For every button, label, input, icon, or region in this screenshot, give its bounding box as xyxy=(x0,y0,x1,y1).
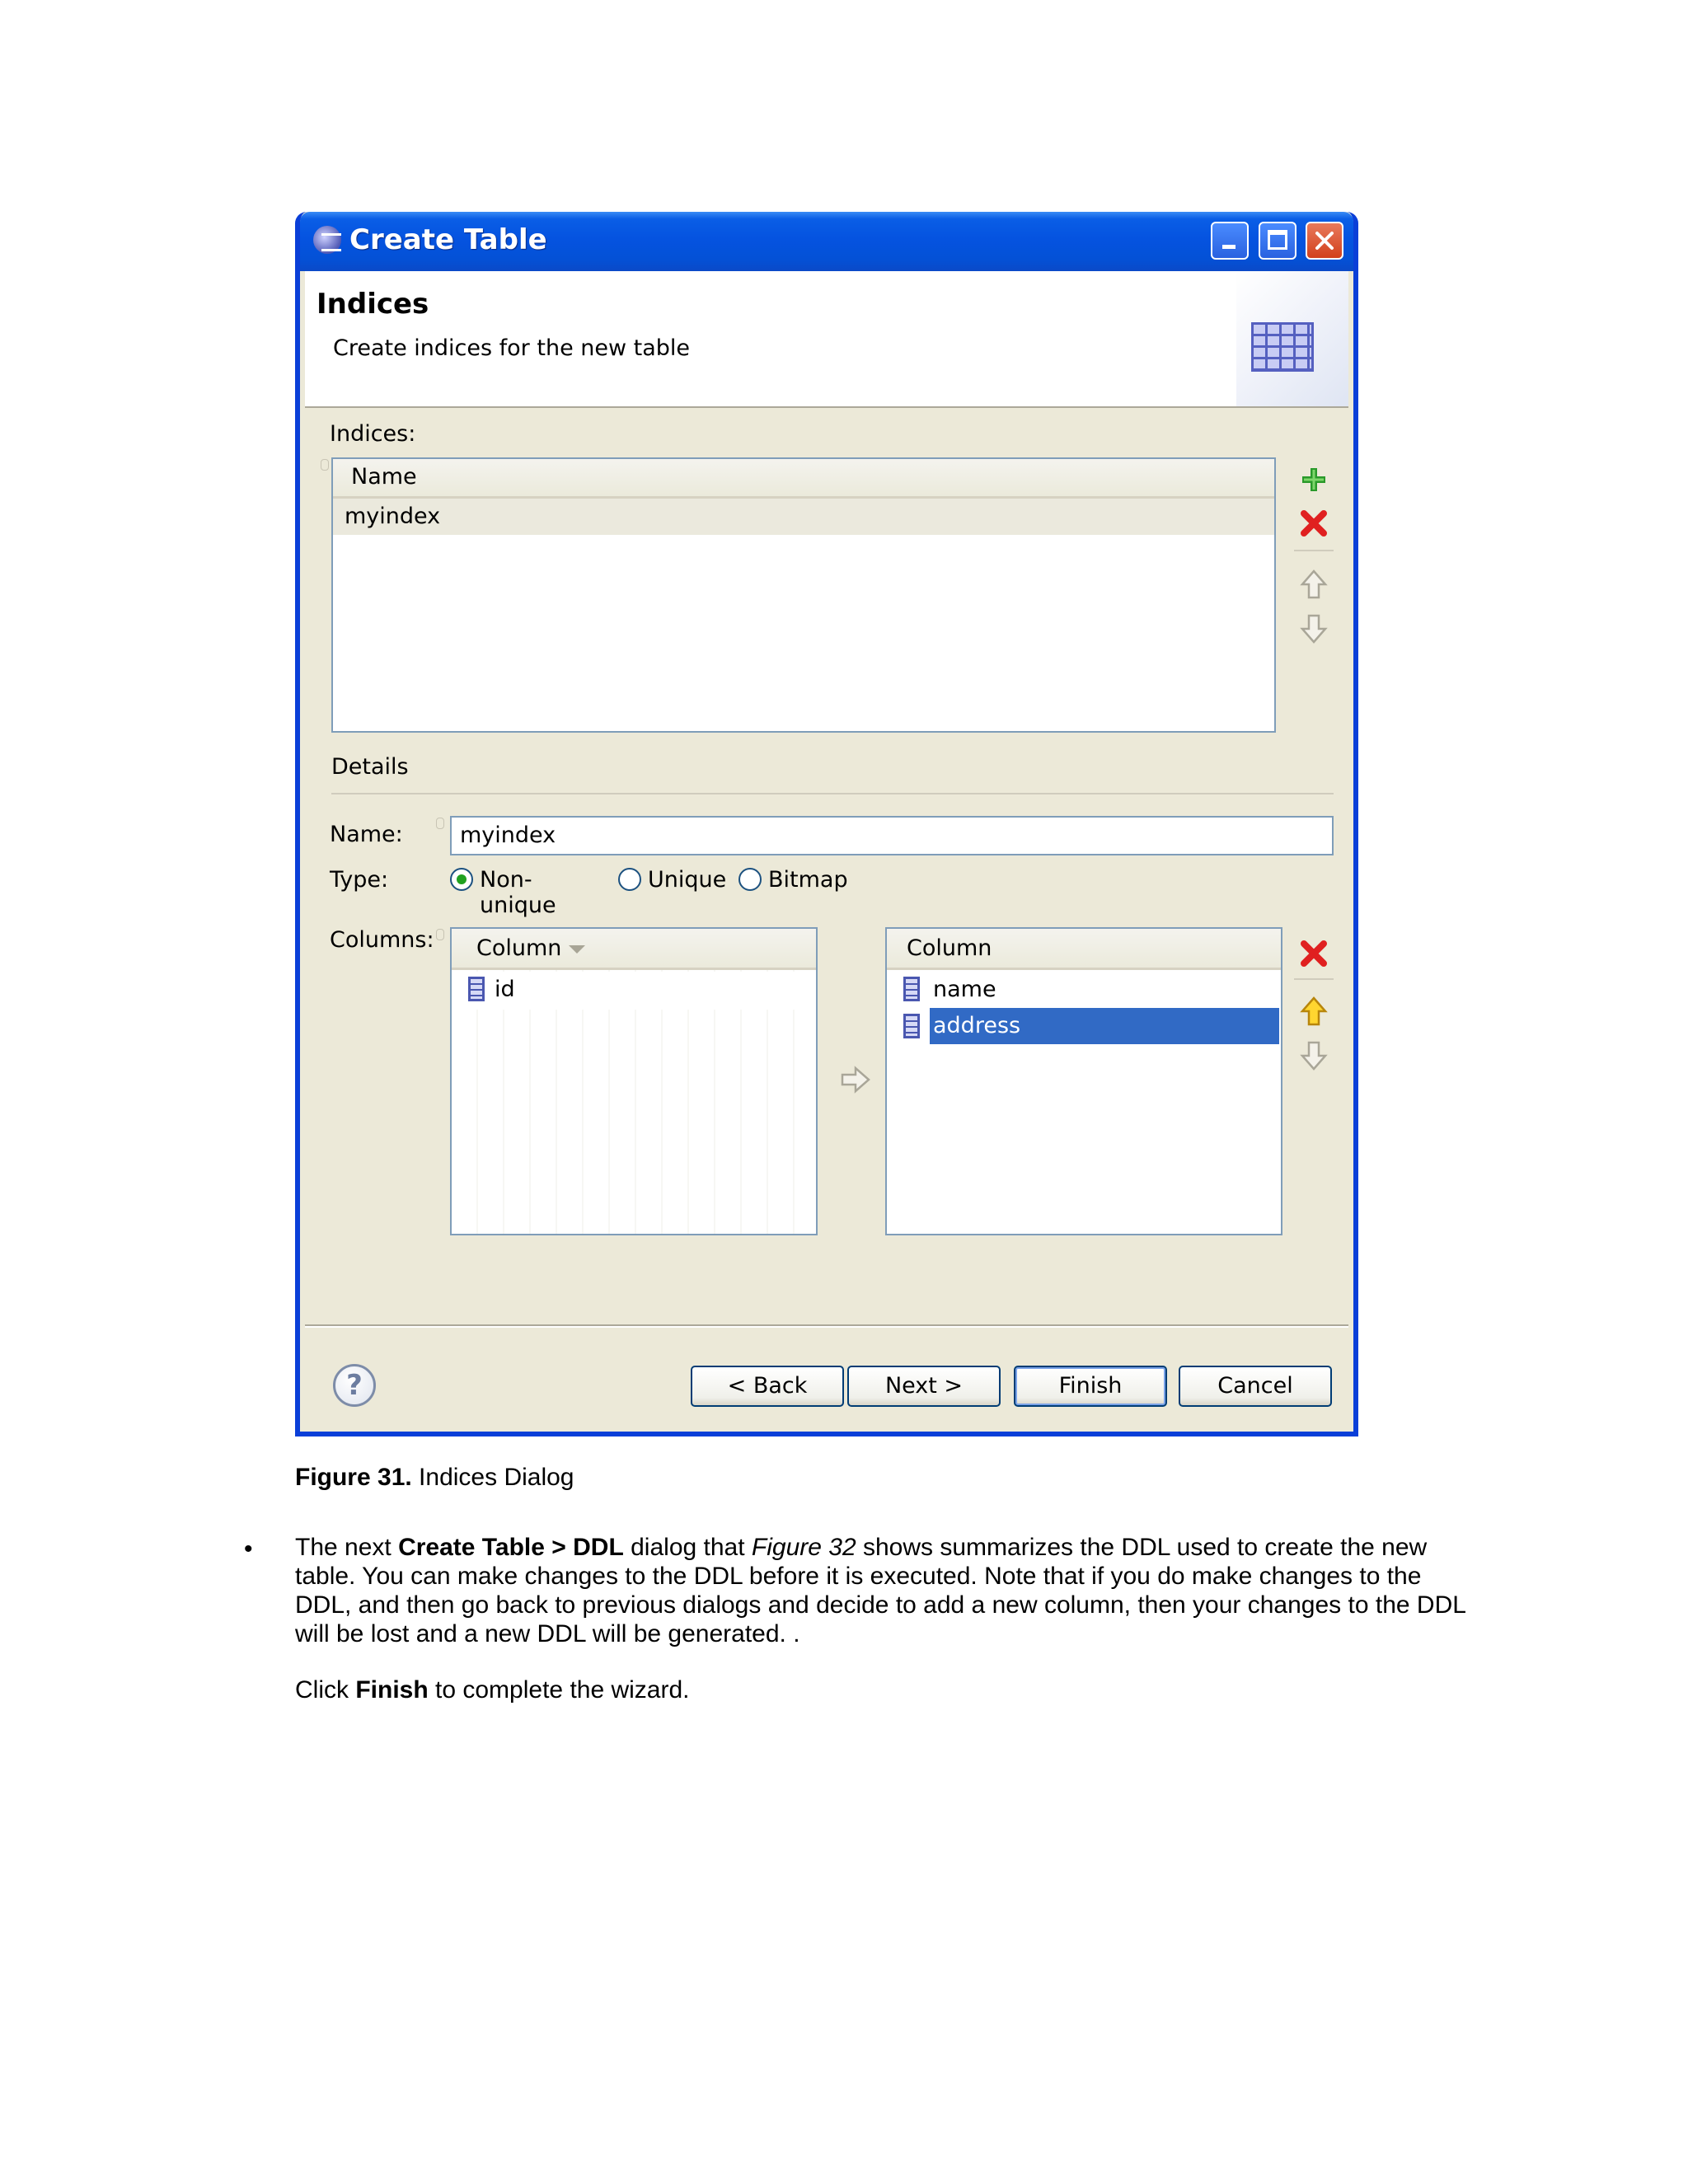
type-radio-bitmap[interactable] xyxy=(738,864,846,897)
info-marker-icon xyxy=(436,929,444,940)
remove-column-icon[interactable] xyxy=(1297,937,1330,970)
click-text: Click xyxy=(295,1676,356,1704)
click-text: to complete the wizard. xyxy=(428,1676,690,1704)
create-table-dialog xyxy=(295,212,1358,1436)
radio-unselected-icon xyxy=(738,868,762,891)
para-text: dialog that xyxy=(623,1534,752,1561)
header-label: Column xyxy=(476,935,562,961)
table-row[interactable]: myindex xyxy=(333,499,1274,535)
separator xyxy=(1294,550,1334,551)
maximize-button[interactable] xyxy=(1259,222,1296,260)
sort-down-icon xyxy=(567,944,587,955)
info-marker-icon xyxy=(321,459,329,471)
radio-unselected-icon xyxy=(618,868,641,891)
info-marker-icon xyxy=(436,818,444,829)
column-name: name xyxy=(933,977,996,1002)
name-label: Name: xyxy=(330,822,403,847)
type-radio-nonunique[interactable] xyxy=(450,864,607,918)
available-column-header[interactable] xyxy=(452,929,816,970)
close-button[interactable] xyxy=(1306,222,1343,260)
radio-label: Unique xyxy=(648,867,727,893)
page-title: Indices xyxy=(316,288,429,321)
column-icon xyxy=(903,1014,920,1038)
next-button[interactable]: Next > xyxy=(847,1366,1001,1407)
help-icon[interactable]: ? xyxy=(333,1364,376,1407)
para-italic: Figure 32 xyxy=(751,1534,856,1561)
move-column-down-icon[interactable] xyxy=(1297,1039,1330,1072)
finish-keyword: Finish xyxy=(355,1676,429,1704)
figure-caption xyxy=(295,1464,574,1492)
separator xyxy=(1294,978,1334,980)
type-label: Type: xyxy=(330,867,389,893)
move-up-icon[interactable] xyxy=(1297,568,1330,601)
delete-icon[interactable] xyxy=(1297,507,1330,540)
add-column-arrow-icon[interactable] xyxy=(839,1066,872,1094)
body-paragraph xyxy=(295,1533,1465,1648)
minimize-icon xyxy=(1222,245,1236,249)
finish-button[interactable]: Finish xyxy=(1014,1366,1167,1407)
radio-label: Non-unique xyxy=(480,867,556,918)
add-icon[interactable] xyxy=(1297,463,1330,496)
radio-label: Bitmap xyxy=(768,867,848,893)
caption-text: Indices Dialog xyxy=(411,1464,574,1491)
window-title: Create Table xyxy=(349,223,547,256)
page-description: Create indices for the new table xyxy=(333,335,691,361)
maximize-icon xyxy=(1268,230,1287,250)
instruction-line xyxy=(295,1676,690,1704)
move-down-icon[interactable] xyxy=(1297,612,1330,645)
wizard-banner xyxy=(305,271,1348,408)
columns-label: Columns: xyxy=(330,927,434,953)
indices-name-header[interactable]: Name xyxy=(333,459,1274,499)
index-columns-list[interactable] xyxy=(885,927,1282,1235)
index-column-header[interactable]: Column xyxy=(887,929,1281,970)
details-separator xyxy=(331,793,1334,794)
eclipse-app-icon xyxy=(313,226,341,254)
cancel-button[interactable]: Cancel xyxy=(1179,1366,1332,1407)
column-icon xyxy=(903,977,920,1001)
close-icon xyxy=(1315,231,1334,251)
caption-number: Figure 31. xyxy=(295,1464,412,1491)
column-icon xyxy=(468,977,485,1001)
back-button[interactable]: < Back xyxy=(691,1366,844,1407)
button-bar-separator xyxy=(305,1324,1348,1328)
column-name: address xyxy=(933,1013,1021,1038)
index-name-input[interactable]: myindex xyxy=(450,816,1334,855)
indices-label: Indices: xyxy=(330,421,416,447)
move-column-up-icon[interactable] xyxy=(1297,995,1330,1028)
radio-selected-icon xyxy=(450,868,473,891)
list-item[interactable] xyxy=(452,972,816,1010)
bullet-icon: • xyxy=(244,1535,253,1563)
available-columns-list[interactable] xyxy=(450,927,818,1235)
table-wizard-icon xyxy=(1251,322,1314,372)
indices-table[interactable] xyxy=(331,457,1276,733)
list-item[interactable] xyxy=(887,1008,1281,1044)
type-radio-unique[interactable] xyxy=(618,864,725,897)
title-bar[interactable] xyxy=(300,212,1353,271)
para-text: shows summarizes the DDL used to create the new table. You can make changes to the DDL before it is executed. Note that if you do make changes to the DDL, and then go back to previous dialogs and decide to add a new column, then your changes to the DDL will be lost and a new DDL will be generated. . xyxy=(295,1534,1465,1647)
minimize-button[interactable] xyxy=(1211,222,1249,260)
para-bold: Create Table > DDL xyxy=(398,1534,624,1561)
column-name: id xyxy=(495,977,515,1002)
details-group-label: Details xyxy=(331,754,409,780)
list-item[interactable] xyxy=(887,972,1281,1008)
para-text: The next xyxy=(295,1534,399,1561)
